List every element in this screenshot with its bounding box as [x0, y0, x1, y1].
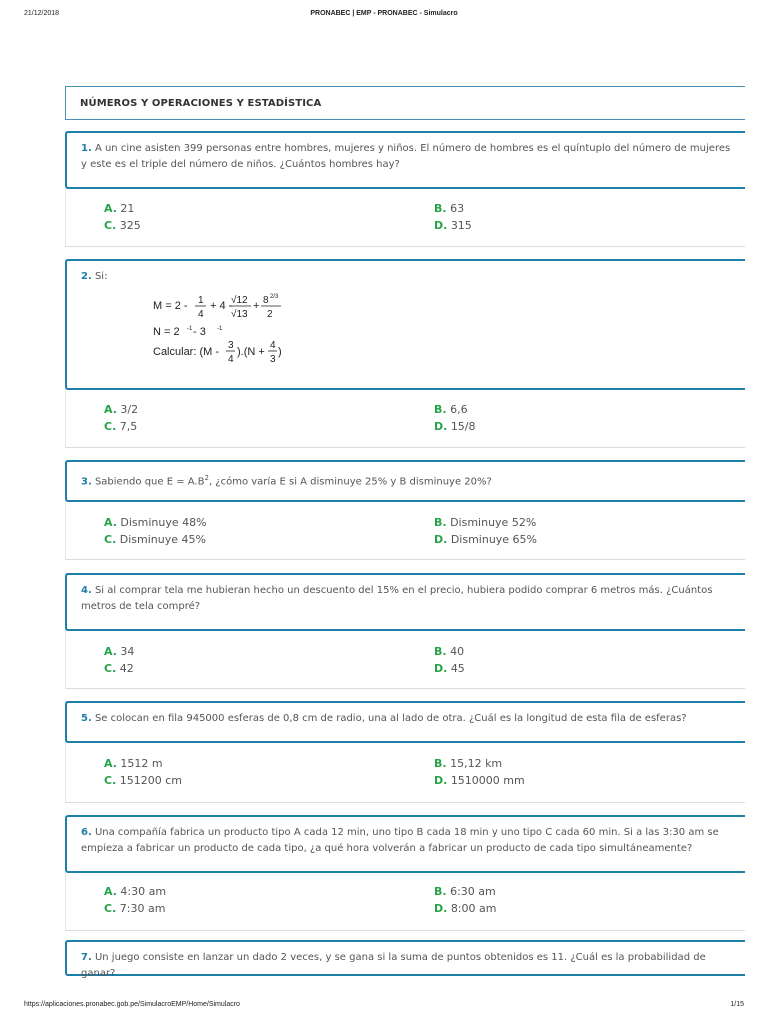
option-b[interactable]: B. 6,6 — [434, 403, 468, 416]
print-header — [24, 10, 744, 22]
print-title: PRONABEC | EMP - PRONABEC - Simulacro — [310, 10, 458, 17]
svg-text:4: 4 — [228, 354, 234, 365]
question-text: Un juego consiste en lanzar un dado 2 veces, y se gana si la suma de puntos obtenidos es 11. ¿Cuál es la probabilidad de ganar? — [81, 952, 706, 979]
svg-text:): ) — [278, 346, 282, 358]
svg-text:√12: √12 — [231, 295, 248, 306]
svg-text:4: 4 — [198, 309, 204, 320]
option-c[interactable]: C. 325 — [104, 219, 141, 232]
question-2 — [65, 259, 745, 390]
option-d[interactable]: D. 1510000 mm — [434, 774, 525, 787]
svg-text:3: 3 — [228, 340, 234, 351]
option-c[interactable]: C. 151200 cm — [104, 774, 183, 787]
question-5 — [65, 701, 745, 743]
print-footer — [24, 1001, 744, 1013]
option-b[interactable]: B. 40 — [434, 645, 465, 658]
question-text: A un cine asisten 399 personas entre hombres, mujeres y niños. El número de hombres es el quíntuplo del número de mujeres y este es el triple del número de niños. ¿Cuántos hombres hay? — [81, 143, 731, 170]
option-d[interactable]: D. 15/8 — [434, 420, 476, 433]
answer-options-2 — [65, 390, 745, 448]
question-number: 2. — [81, 271, 92, 282]
option-a[interactable]: A. 1512 m — [104, 757, 163, 770]
svg-text:Calcular: (M -: Calcular: (M - — [153, 346, 220, 358]
answer-options-1 — [65, 189, 745, 247]
question-text-start: Sabiendo que E = A.B — [94, 476, 205, 488]
svg-text:√13: √13 — [231, 309, 248, 320]
option-a[interactable]: A. 4:30 am — [104, 885, 167, 898]
question-text: Si al comprar tela me hubieran hecho un descuento del 15% en el precio, hubiera podido comprar 6 metros más. ¿Cuántos metros de tela compré? — [81, 585, 713, 612]
option-c[interactable]: C. Disminuye 45% — [104, 533, 206, 546]
svg-text:2/3: 2/3 — [270, 294, 279, 300]
option-d[interactable]: D. 8:00 am — [434, 902, 497, 915]
option-d[interactable]: D. 45 — [434, 662, 465, 675]
question-3 — [65, 460, 745, 502]
svg-text:1: 1 — [198, 295, 204, 306]
answer-options-5 — [65, 743, 745, 803]
svg-text:+: + — [253, 300, 260, 312]
question-number: 5. — [81, 713, 92, 724]
question-1 — [65, 131, 745, 189]
svg-text:-1: -1 — [187, 326, 193, 332]
option-b[interactable]: B. 63 — [434, 202, 465, 215]
svg-text:8: 8 — [263, 295, 269, 306]
page-number: 1/15 — [730, 1001, 744, 1008]
question-number: 1. — [81, 143, 92, 154]
option-c[interactable]: C. 42 — [104, 662, 134, 675]
page-url: https://aplicaciones.pronabec.gob.pe/SimulacroEMP/Home/Simulacro — [24, 1001, 240, 1008]
svg-text:N = 2: N = 2 — [153, 326, 180, 338]
svg-text:4: 4 — [270, 340, 276, 351]
section-title: NÚMEROS Y OPERACIONES Y ESTADÍSTICA — [65, 86, 745, 120]
option-b[interactable]: B. Disminuye 52% — [434, 516, 537, 529]
option-c[interactable]: C. 7,5 — [104, 420, 138, 433]
answer-options-6 — [65, 873, 745, 931]
option-b[interactable]: B. 6:30 am — [434, 885, 496, 898]
answer-options-3 — [65, 502, 745, 560]
svg-text:).(N +: ).(N + — [237, 346, 265, 358]
svg-text:+ 4 -: + 4 - — [210, 300, 233, 312]
option-a[interactable]: A. Disminuye 48% — [104, 516, 207, 529]
svg-text:M = 2 -: M = 2 - — [153, 300, 188, 312]
question-7 — [65, 940, 745, 979]
question-number: 6. — [81, 827, 92, 838]
question-6 — [65, 815, 745, 873]
question-number: 3. — [81, 476, 92, 488]
svg-text:3: 3 — [270, 354, 276, 365]
option-a[interactable]: A. 3/2 — [104, 403, 139, 416]
question-text: Una compañía fabrica un producto tipo A cada 12 min, uno tipo B cada 18 min y uno tipo C cada 60 min. Si a las 3:30 am se empieza a fabricar un producto de cada tipo, ¿a qué hora volverán a fabricar un producto de cada tipo simultáneamente? — [81, 827, 719, 854]
option-b[interactable]: B. 15,12 km — [434, 757, 503, 770]
option-a[interactable]: A. 34 — [104, 645, 135, 658]
print-date: 21/12/2018 — [24, 10, 60, 17]
option-d[interactable]: D. Disminuye 65% — [434, 533, 538, 546]
svg-text:2: 2 — [267, 309, 273, 320]
svg-text:-1: -1 — [217, 326, 223, 332]
svg-text:- 3: - 3 — [193, 326, 206, 338]
answer-options-4 — [65, 631, 745, 689]
option-d[interactable]: D. 315 — [434, 219, 472, 232]
option-c[interactable]: C. 7:30 am — [104, 902, 166, 915]
question-text-superscript: 2 — [204, 474, 209, 482]
option-a[interactable]: A. 21 — [104, 202, 135, 215]
question-text: Se colocan en fila 945000 esferas de 0,8 cm de radio, una al lado de otra. ¿Cuál es la longitud de esta fila de esferas? — [94, 713, 687, 724]
question-text: Si: — [94, 271, 108, 282]
question-text-end: , ¿cómo varía E si A disminuye 25% y B disminuye 20%? — [208, 476, 492, 488]
question-number: 4. — [81, 585, 92, 596]
question-number: 7. — [81, 952, 92, 963]
formula-image — [153, 293, 353, 373]
question-4 — [65, 573, 745, 631]
